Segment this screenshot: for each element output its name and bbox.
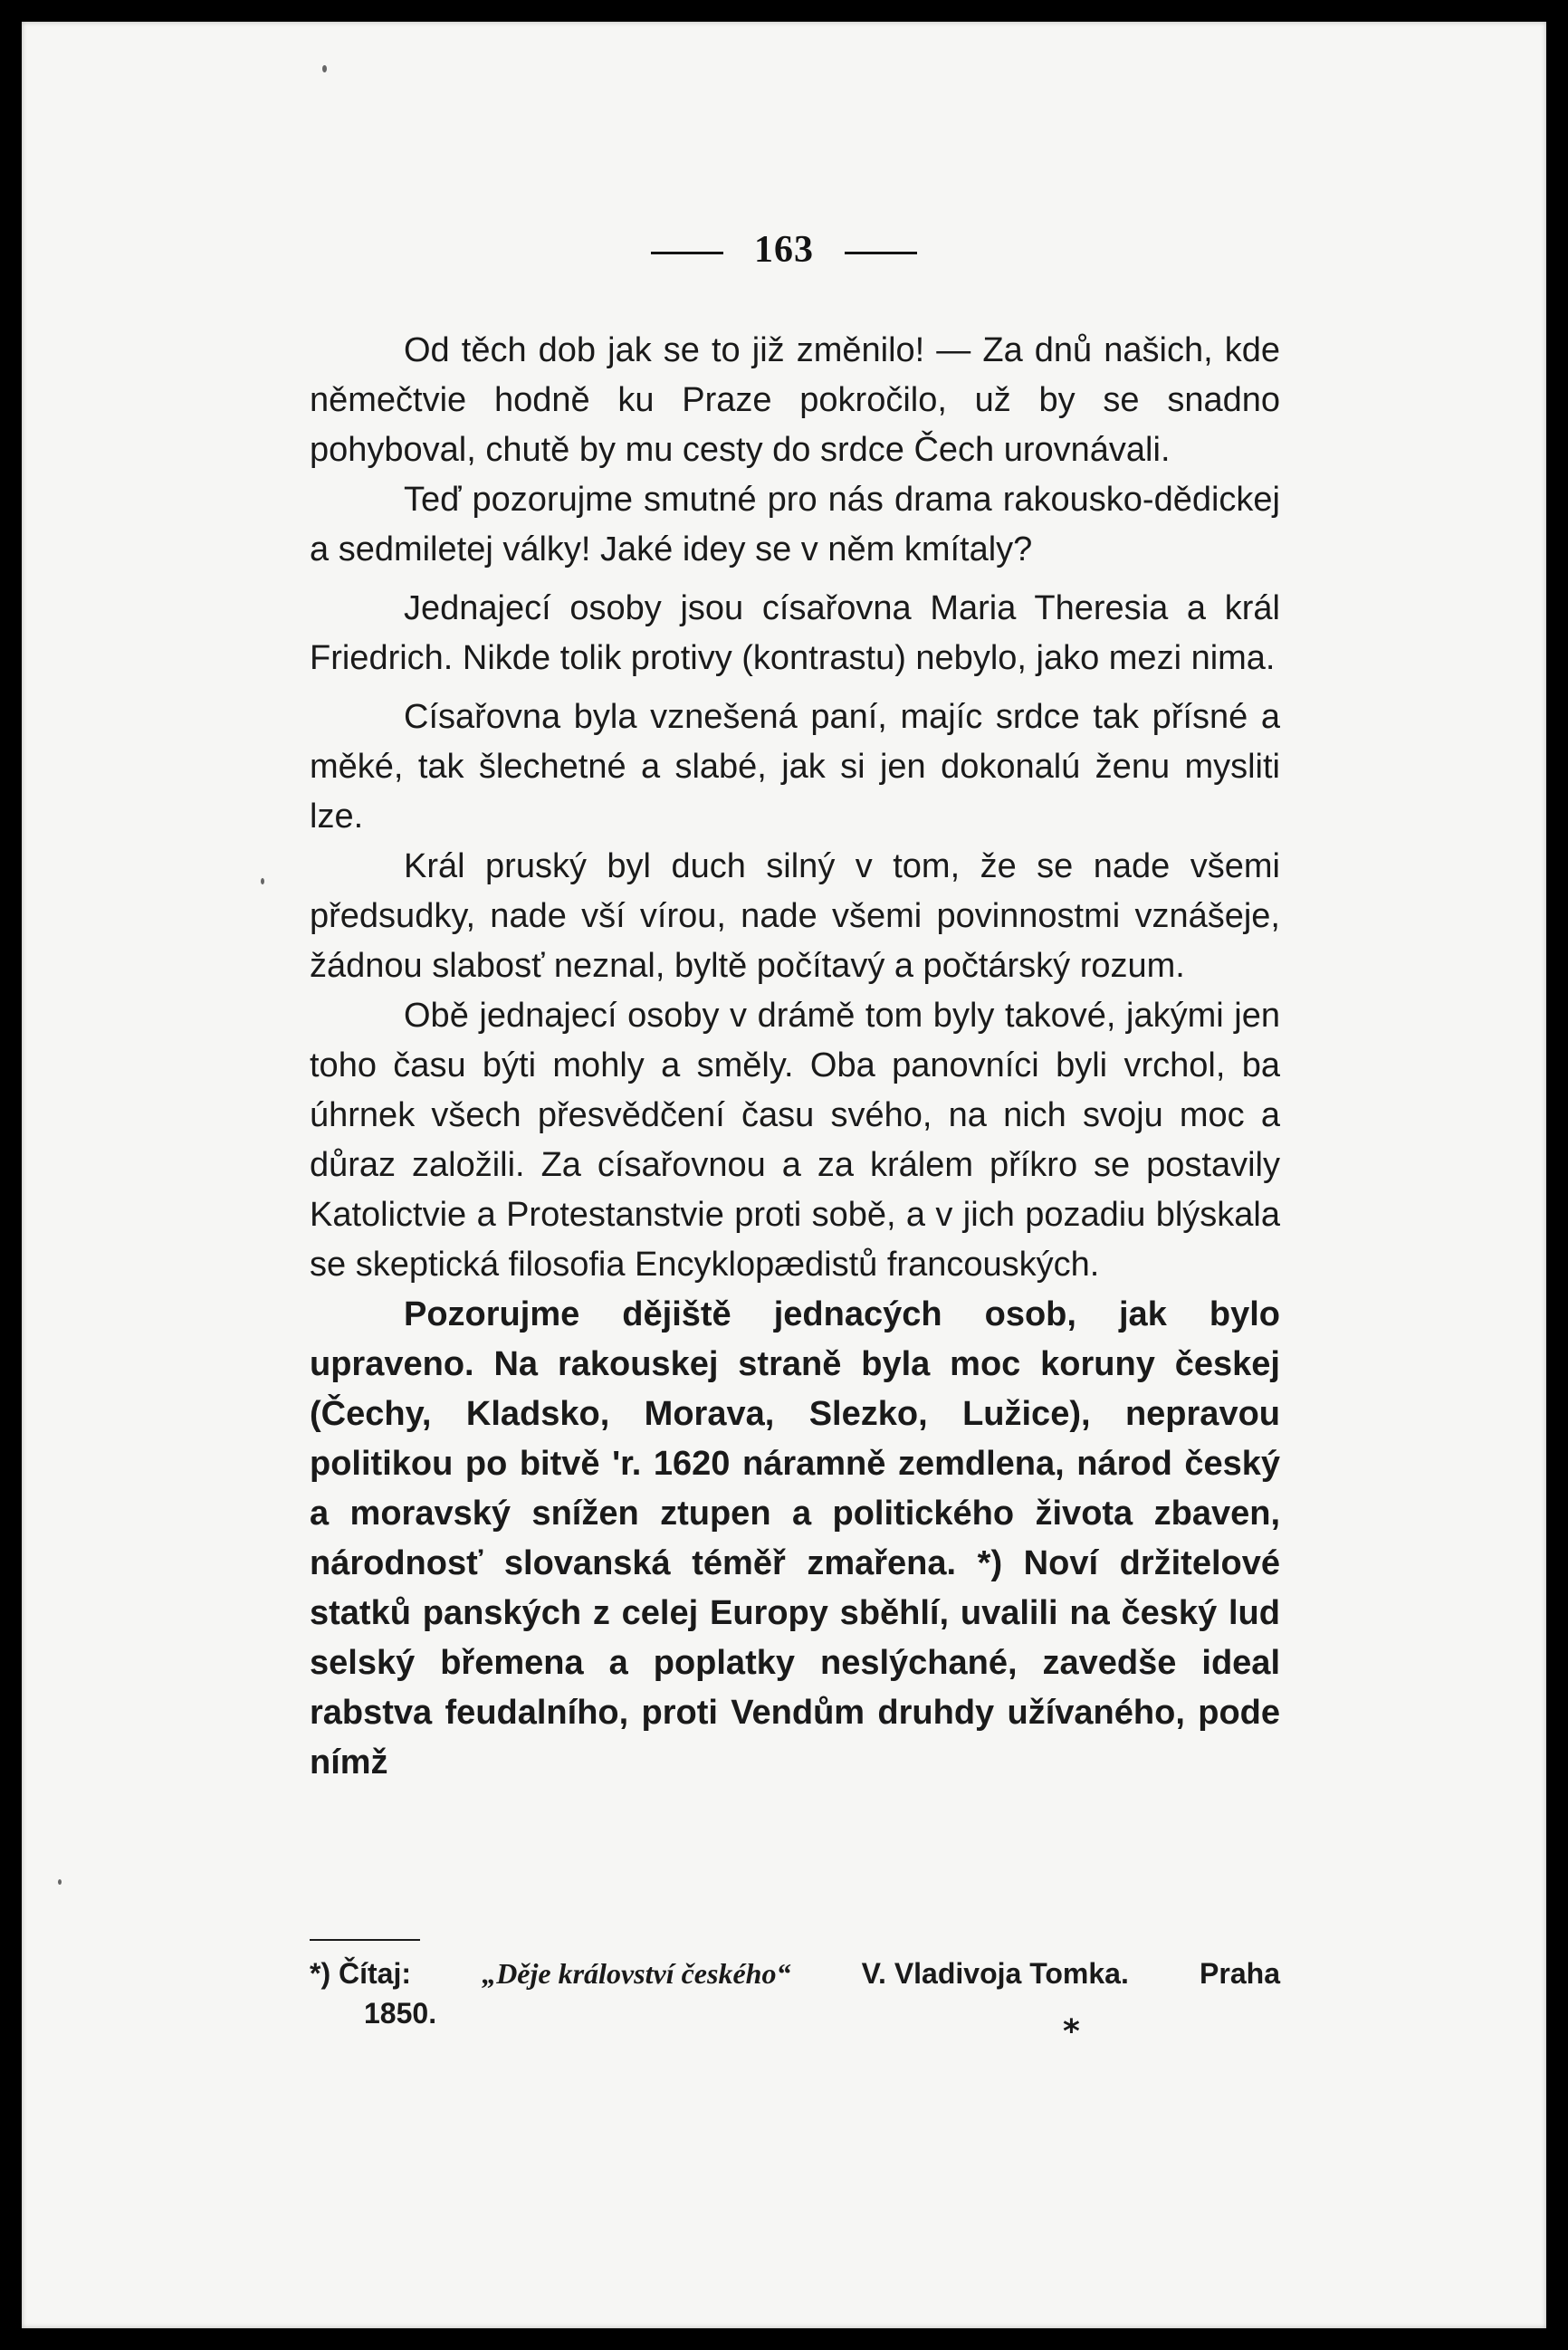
ink-speck: [58, 1879, 62, 1885]
page-number: 163: [754, 229, 814, 271]
footnote-line: [310, 1954, 1280, 1993]
ink-speck: [261, 878, 264, 884]
page-header: [22, 228, 1546, 272]
paragraph: Jednajecí osoby jsou císařovna Maria Theresia a král Friedrich. Nikde tolik protivy (kontrastu) nebylo, jako mezi nima.: [310, 589, 1280, 677]
footnote-rule: [310, 1939, 420, 1941]
footnote-author: V. Vladivoja Tomka.: [861, 1957, 1129, 1990]
footnote: [310, 1939, 1280, 2033]
footnote-title: „Děje království českého“: [482, 1957, 791, 1990]
signature-mark: *: [1063, 2013, 1080, 2050]
paragraph: Císařovna byla vznešená paní, majíc srdce tak přísné a měké, tak šlechetné a slabé, jak si jen dokonalú ženu mysliti lze.: [310, 698, 1280, 836]
footnote-year: 1850.: [364, 1997, 437, 2030]
ink-speck: [322, 65, 327, 72]
footnote-place: Praha: [1200, 1957, 1280, 1990]
paragraph: Pozorujme dějiště jednacých osob, jak bylo upraveno. Na rakouskej straně byla moc koruny českej (Čechy, Kladsko, Morava, Slezko, Lužice), nepravou politikou po bitvě 'r. 1620 náramně zemdlena, národ český a moravský snížen ztupen a politického života zbaven, národnosť slovanská téměř zmařena. *) Noví držitelové statků panských z celej Europy sběhlí, uvalili na český lud selský břemena a poplatky neslýchané, zavedše ideal rabstva feudalního, proti Vendům druhdy užívaného, pode nímž: [310, 1295, 1280, 1782]
paragraph: Teď pozorujme smutné pro nás drama rakousko-dědickej a sedmiletej války! Jaké idey se v něm kmítaly?: [310, 481, 1280, 568]
footnote-marker: *) Čítaj:: [310, 1957, 411, 1990]
paragraph: Obě jednajecí osoby v drámě tom byly takové, jakými jen toho času býti mohly a směly. Oba panovníci byli vrchol, ba úhrnek všech přesvědčení času svého, na nich svoju moc a důraz založili. Za císařovnou a za králem příkro se postavily Katolictvie a Protestanstvie proti sobě, a v jich pozadiu blýskala se skeptická filosofia Encyklopædistů francouských.: [310, 997, 1280, 1284]
paragraph: Od těch dob jak se to již změnilo! — Za dnů našich, kde němečtvie hodně ku Praze pokročilo, už by se snadno pohyboval, chutě by mu cesty do srdce Čech urovnávali.: [310, 331, 1280, 469]
header-dash-right: [845, 252, 917, 254]
paragraph: Král pruský byl duch silný v tom, že se nade všemi předsudky, nade vší vírou, nade všemi povinnostmi vznášeje, žádnou slabosť neznal, byltě počítavý a počtárský rozum.: [310, 847, 1280, 985]
body-text: [310, 326, 1280, 1788]
header-dash-left: [651, 252, 723, 254]
book-page: [22, 22, 1546, 2328]
